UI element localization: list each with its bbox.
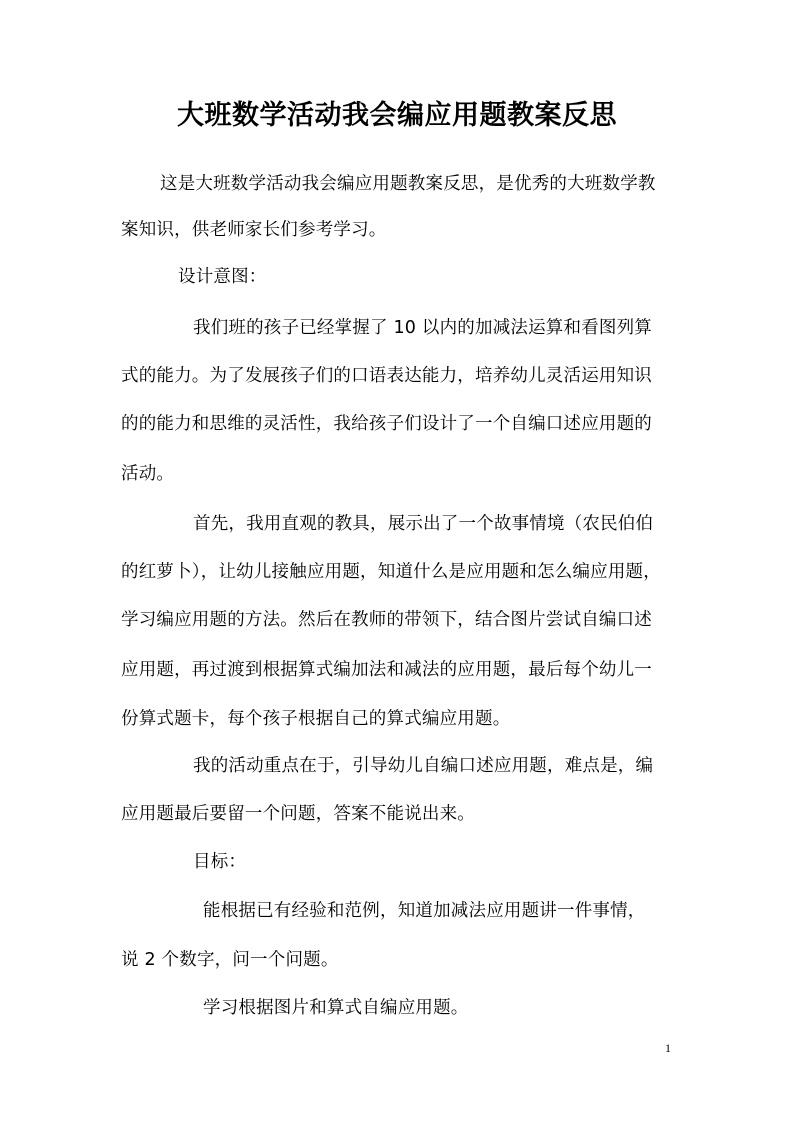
paragraph-line: 这是大班数学活动我会编应用题教案反思，是优秀的大班数学教 [160, 174, 656, 194]
page-number: 1 [665, 1041, 671, 1055]
paragraph-line: 首先，我用直观的教具，展示出了一个故事情境（农民伯伯 [193, 514, 654, 534]
paragraph-line: 式的能力。为了发展孩子们的口语表达能力，培养幼儿灵活运用知识 [121, 366, 652, 386]
paragraph-line: 说 2 个数字，问一个问题。 [121, 950, 339, 970]
paragraph-line: 学习编应用题的方法。然后在教师的带领下，结合图片尝试自编口述 [121, 610, 652, 630]
paragraph-line: 应用题最后要留一个问题，答案不能说出来。 [121, 804, 475, 824]
paragraph-line: 的的能力和思维的灵活性，我给孩子们设计了一个自编口述应用题的 [121, 414, 652, 434]
paragraph-line: 我们班的孩子已经掌握了 10 以内的加减法运算和看图列算 [193, 318, 652, 338]
document-title: 大班数学活动我会编应用题教案反思 [177, 100, 617, 131]
paragraph-line: 能根据已有经验和范例，知道加减法应用题讲一件事情， [203, 901, 646, 921]
paragraph-line: 我的活动重点在于，引导幼儿自编口述应用题，难点是，编 [193, 756, 654, 776]
paragraph-line: 学习根据图片和算式自编应用题。 [203, 998, 469, 1018]
paragraph-line: 案知识，供老师家长们参考学习。 [121, 220, 387, 240]
section-heading: 设计意图： [178, 267, 267, 287]
paragraph-line: 的红萝卜），让幼儿接触应用题，知道什么是应用题和怎么编应用题， [121, 562, 661, 582]
paragraph-line: 应用题，再过渡到根据算式编加法和减法的应用题，最后每个幼儿一 [121, 660, 652, 680]
paragraph-line: 活动。 [121, 464, 175, 484]
paragraph-line: 份算式题卡，每个孩子根据自己的算式编应用题。 [121, 709, 511, 729]
section-heading: 目标： [193, 852, 247, 872]
